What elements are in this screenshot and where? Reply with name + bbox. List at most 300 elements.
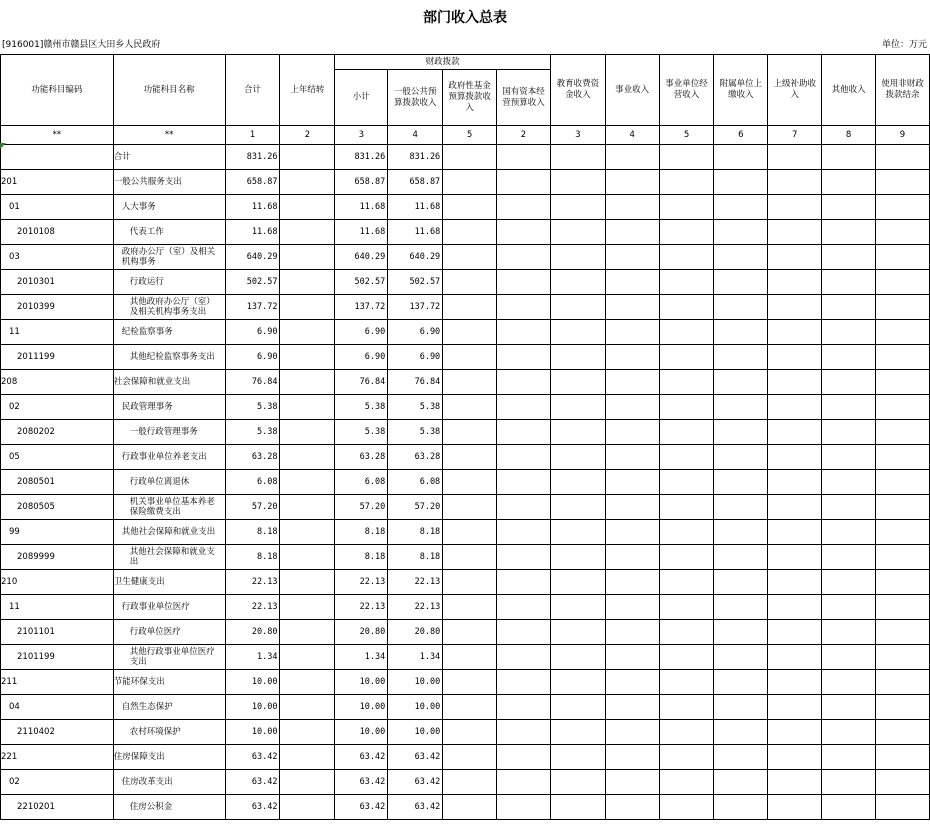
row-code: 03 [1,245,114,270]
row-total: 137.72 [225,295,280,320]
column-index-cell: 3 [550,126,605,145]
row-empty-cell [822,795,876,820]
table-row [1,145,930,170]
row-empty-cell [659,470,714,495]
row-name: 代表工作 [113,220,225,245]
row-subtotal: 10.00 [335,695,388,720]
row-empty-cell [659,295,714,320]
header-subtotal: 小计 [335,70,388,126]
row-name: 行政事业单位医疗 [113,595,225,620]
row-name: 社会保障和就业支出 [113,370,225,395]
column-index-row [1,126,930,145]
row-empty-cell [876,570,930,595]
row-empty-cell [714,570,768,595]
row-empty-cell [659,320,714,345]
row-empty-cell [497,770,551,795]
row-carryover [280,570,335,595]
row-empty-cell [605,720,659,745]
row-empty-cell [822,695,876,720]
row-empty-cell [768,370,822,395]
column-index-cell: 3 [335,126,388,145]
row-carryover [280,345,335,370]
row-empty-cell [605,745,659,770]
row-total: 6.90 [225,320,280,345]
row-carryover [280,795,335,820]
row-empty-cell [497,395,551,420]
row-general-budget: 8.18 [388,520,443,545]
row-empty-cell [714,320,768,345]
row-empty-cell [822,245,876,270]
row-code: 2080202 [1,420,114,445]
row-general-budget: 5.38 [388,420,443,445]
table-row [1,545,930,570]
table-row [1,645,930,670]
row-empty-cell [443,220,497,245]
table-row [1,245,930,270]
row-carryover [280,720,335,745]
row-general-budget: 63.42 [388,745,443,770]
row-empty-cell [822,645,876,670]
row-empty-cell [768,345,822,370]
row-empty-cell [876,420,930,445]
table-row [1,370,930,395]
row-total: 63.42 [225,745,280,770]
row-general-budget: 22.13 [388,570,443,595]
row-empty-cell [443,470,497,495]
row-empty-cell [714,545,768,570]
row-empty-cell [822,495,876,520]
row-empty-cell [768,395,822,420]
row-subtotal: 640.29 [335,245,388,270]
row-empty-cell [768,220,822,245]
income-summary-table [0,54,930,820]
row-empty-cell [659,520,714,545]
row-name: 行政事业单位养老支出 [113,445,225,470]
row-empty-cell [550,320,605,345]
row-empty-cell [822,295,876,320]
row-total: 22.13 [225,595,280,620]
row-general-budget: 658.87 [388,170,443,195]
row-code: 2010399 [1,295,114,320]
row-subtotal: 5.38 [335,420,388,445]
unit-label: 单位：万元 [881,40,927,50]
row-empty-cell [443,745,497,770]
row-empty-cell [497,695,551,720]
row-name: 其他政府办公厅（室）及相关机构事务支出 [113,295,225,320]
row-code: 211 [1,670,114,695]
row-empty-cell [768,545,822,570]
row-empty-cell [550,645,605,670]
row-empty-cell [768,520,822,545]
row-empty-cell [497,545,551,570]
row-empty-cell [443,445,497,470]
row-empty-cell [659,170,714,195]
row-subtotal: 11.68 [335,220,388,245]
row-carryover [280,220,335,245]
row-empty-cell [768,170,822,195]
row-empty-cell [876,295,930,320]
row-total: 76.84 [225,370,280,395]
row-empty-cell [768,670,822,695]
row-empty-cell [550,295,605,320]
column-index-cell: 1 [225,126,280,145]
row-empty-cell [659,370,714,395]
row-empty-cell [443,645,497,670]
row-empty-cell [605,445,659,470]
row-general-budget: 22.13 [388,595,443,620]
row-empty-cell [768,295,822,320]
row-name: 民政管理事务 [113,395,225,420]
table-row [1,470,930,495]
row-empty-cell [605,370,659,395]
header-total: 合计 [225,55,280,126]
row-empty-cell [714,645,768,670]
row-general-budget: 137.72 [388,295,443,320]
row-empty-cell [768,420,822,445]
row-empty-cell [822,320,876,345]
row-empty-cell [876,620,930,645]
row-empty-cell [443,520,497,545]
row-name: 住房公积金 [113,795,225,820]
row-general-budget: 20.80 [388,620,443,645]
row-empty-cell [876,270,930,295]
row-empty-cell [605,495,659,520]
row-general-budget: 57.20 [388,495,443,520]
row-subtotal: 63.42 [335,745,388,770]
row-total: 831.26 [225,145,280,170]
row-subtotal: 11.68 [335,195,388,220]
row-carryover [280,745,335,770]
row-subtotal: 76.84 [335,370,388,395]
row-empty-cell [497,445,551,470]
row-empty-cell [443,795,497,820]
row-empty-cell [550,245,605,270]
row-general-budget: 11.68 [388,195,443,220]
table-body [1,145,930,820]
table-row [1,295,930,320]
row-subtotal: 20.80 [335,620,388,645]
column-index-cell: 2 [497,126,551,145]
column-index-cell: 4 [605,126,659,145]
row-empty-cell [768,620,822,645]
row-empty-cell [876,595,930,620]
row-empty-cell [876,520,930,545]
row-carryover [280,595,335,620]
row-empty-cell [605,670,659,695]
row-empty-cell [714,170,768,195]
row-empty-cell [768,645,822,670]
row-empty-cell [714,295,768,320]
header-edu-fee: 教育收费资金收入 [550,55,605,126]
row-empty-cell [659,720,714,745]
row-subtotal: 1.34 [335,645,388,670]
table-row [1,345,930,370]
row-empty-cell [605,295,659,320]
row-total: 63.28 [225,445,280,470]
row-empty-cell [497,370,551,395]
row-empty-cell [714,195,768,220]
row-subtotal: 502.57 [335,270,388,295]
row-subtotal: 6.90 [335,320,388,345]
row-code: 2101101 [1,620,114,645]
row-total: 5.38 [225,420,280,445]
table-row [1,520,930,545]
table-row [1,270,930,295]
row-empty-cell [714,220,768,245]
row-empty-cell [550,795,605,820]
row-total: 6.90 [225,345,280,370]
row-empty-cell [443,295,497,320]
row-empty-cell [876,545,930,570]
row-total: 20.80 [225,620,280,645]
row-empty-cell [659,445,714,470]
row-carryover [280,670,335,695]
row-total: 6.08 [225,470,280,495]
row-empty-cell [714,395,768,420]
row-total: 640.29 [225,245,280,270]
row-code: 99 [1,520,114,545]
row-subtotal: 63.28 [335,445,388,470]
row-general-budget: 6.08 [388,470,443,495]
row-total: 502.57 [225,270,280,295]
table-row [1,795,930,820]
row-empty-cell [497,620,551,645]
row-carryover [280,645,335,670]
row-empty-cell [550,195,605,220]
row-general-budget: 8.18 [388,545,443,570]
row-empty-cell [714,695,768,720]
column-index-cell: 5 [443,126,497,145]
row-general-budget: 6.90 [388,345,443,370]
row-empty-cell [659,670,714,695]
row-empty-cell [550,420,605,445]
row-empty-cell [497,420,551,445]
row-empty-cell [497,645,551,670]
row-empty-cell [605,195,659,220]
row-empty-cell [659,195,714,220]
row-empty-cell [876,245,930,270]
row-carryover [280,520,335,545]
row-empty-cell [822,545,876,570]
row-empty-cell [714,720,768,745]
row-empty-cell [443,620,497,645]
row-name: 其他纪检监察事务支出 [113,345,225,370]
row-empty-cell [659,745,714,770]
row-name: 其他社会保障和就业支出 [113,545,225,570]
row-name: 其他社会保障和就业支出 [113,520,225,545]
table-row [1,170,930,195]
row-name: 纪检监察事务 [113,320,225,345]
row-empty-cell [876,495,930,520]
row-empty-cell [659,345,714,370]
column-index-cell: 9 [876,126,930,145]
row-empty-cell [605,245,659,270]
row-name: 一般公共服务支出 [113,170,225,195]
row-name: 机关事业单位基本养老保险缴费支出 [113,495,225,520]
row-empty-cell [822,770,876,795]
row-empty-cell [550,770,605,795]
row-empty-cell [822,745,876,770]
row-empty-cell [550,695,605,720]
row-carryover [280,295,335,320]
row-code: 2011199 [1,345,114,370]
column-index-cell: ** [113,126,225,145]
row-name: 自然生态保护 [113,695,225,720]
header-fiscal-group: 财政拨款 [335,55,551,70]
row-empty-cell [605,545,659,570]
row-empty-cell [714,470,768,495]
row-empty-cell [876,170,930,195]
row-name: 政府办公厅（室）及相关机构事务 [113,245,225,270]
row-empty-cell [550,145,605,170]
row-code: 01 [1,195,114,220]
table-row [1,620,930,645]
row-empty-cell [659,695,714,720]
row-total: 10.00 [225,720,280,745]
row-empty-cell [876,670,930,695]
row-empty-cell [659,645,714,670]
header-general-budget: 一般公共预算拨款收入 [388,70,443,126]
row-empty-cell [550,370,605,395]
row-empty-cell [876,645,930,670]
row-empty-cell [605,145,659,170]
row-name: 农村环境保护 [113,720,225,745]
row-empty-cell [443,595,497,620]
row-name: 人大事务 [113,195,225,220]
header-name: 功能科目名称 [113,55,225,126]
row-empty-cell [605,645,659,670]
row-empty-cell [714,595,768,620]
row-empty-cell [876,745,930,770]
row-empty-cell [876,795,930,820]
row-empty-cell [768,495,822,520]
row-empty-cell [768,795,822,820]
row-empty-cell [768,195,822,220]
row-empty-cell [822,270,876,295]
row-carryover [280,620,335,645]
header-superior: 上级补助收入 [768,55,822,126]
row-carryover [280,695,335,720]
row-empty-cell [768,770,822,795]
row-empty-cell [822,445,876,470]
row-total: 5.38 [225,395,280,420]
row-subtotal: 57.20 [335,495,388,520]
row-empty-cell [605,795,659,820]
row-empty-cell [497,720,551,745]
row-empty-cell [822,570,876,595]
row-empty-cell [659,270,714,295]
row-code: 2110402 [1,720,114,745]
row-empty-cell [605,170,659,195]
row-empty-cell [714,670,768,695]
row-empty-cell [714,795,768,820]
row-empty-cell [497,245,551,270]
row-general-budget: 11.68 [388,220,443,245]
row-name: 节能环保支出 [113,670,225,695]
row-empty-cell [714,445,768,470]
row-general-budget: 63.42 [388,770,443,795]
row-code: 2080501 [1,470,114,495]
row-general-budget: 10.00 [388,670,443,695]
row-empty-cell [605,420,659,445]
row-empty-cell [714,145,768,170]
table-row [1,445,930,470]
row-subtotal: 658.87 [335,170,388,195]
row-code [1,145,114,170]
row-empty-cell [822,670,876,695]
row-subtotal: 5.38 [335,395,388,420]
row-name: 行政单位医疗 [113,620,225,645]
row-empty-cell [550,570,605,595]
row-empty-cell [497,495,551,520]
column-index-cell: ** [1,126,114,145]
row-empty-cell [550,595,605,620]
row-empty-cell [497,670,551,695]
row-empty-cell [443,170,497,195]
row-general-budget: 76.84 [388,370,443,395]
row-empty-cell [714,370,768,395]
row-empty-cell [659,220,714,245]
row-carryover [280,445,335,470]
column-index-cell: 7 [768,126,822,145]
row-empty-cell [822,470,876,495]
row-code: 201 [1,170,114,195]
row-name: 一般行政管理事务 [113,420,225,445]
row-carryover [280,195,335,220]
row-empty-cell [659,420,714,445]
row-general-budget: 5.38 [388,395,443,420]
row-empty-cell [714,345,768,370]
row-general-budget: 10.00 [388,720,443,745]
row-empty-cell [443,395,497,420]
row-subtotal: 10.00 [335,670,388,695]
row-empty-cell [659,770,714,795]
header-carryover: 上年结转 [280,55,335,126]
row-carryover [280,170,335,195]
row-carryover [280,495,335,520]
row-empty-cell [605,345,659,370]
row-empty-cell [876,720,930,745]
row-empty-cell [768,270,822,295]
row-empty-cell [550,220,605,245]
row-subtotal: 8.18 [335,545,388,570]
row-general-budget: 640.29 [388,245,443,270]
row-empty-cell [876,345,930,370]
row-empty-cell [659,245,714,270]
row-code: 2210201 [1,795,114,820]
row-code: 11 [1,320,114,345]
header-state-capital: 国有资本经营预算收入 [497,70,551,126]
header-subordinate: 附属单位上缴收入 [714,55,768,126]
row-empty-cell [605,620,659,645]
table-row [1,770,930,795]
row-carryover [280,370,335,395]
row-empty-cell [497,270,551,295]
table-row [1,595,930,620]
row-empty-cell [768,570,822,595]
row-empty-cell [768,245,822,270]
row-empty-cell [443,670,497,695]
row-code: 210 [1,570,114,595]
row-empty-cell [550,445,605,470]
row-empty-cell [497,570,551,595]
row-empty-cell [876,395,930,420]
row-name: 卫生健康支出 [113,570,225,595]
row-empty-cell [768,720,822,745]
row-empty-cell [822,345,876,370]
table-row [1,395,930,420]
row-empty-cell [443,195,497,220]
